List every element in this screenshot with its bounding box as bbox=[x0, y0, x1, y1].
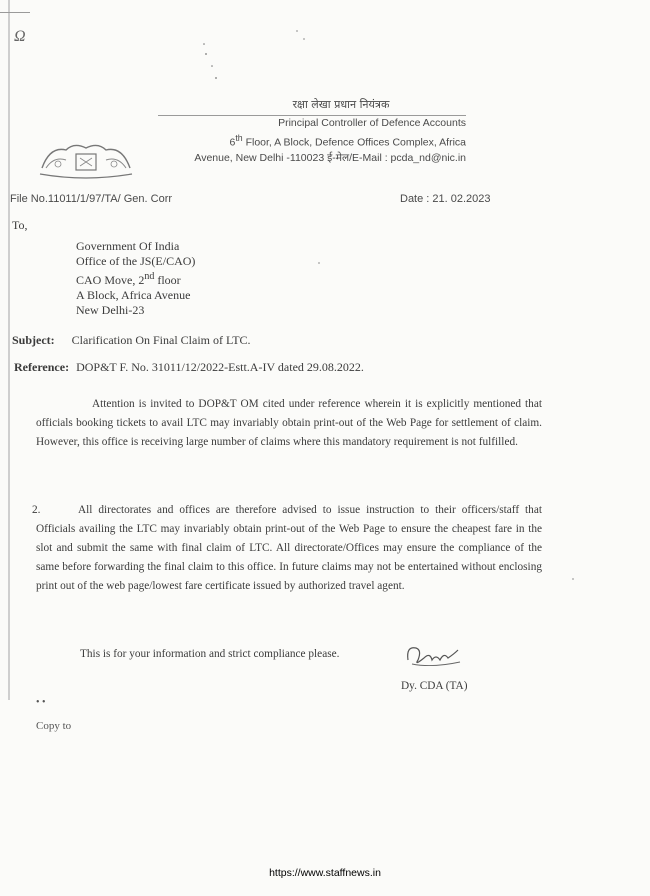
scan-speck bbox=[572, 578, 574, 580]
office-address-line2: Avenue, New Delhi -110023 ई-मेल/E-Mail : pcda_nd@nic.in bbox=[194, 151, 466, 164]
corner-scribble-icon: Ω bbox=[14, 28, 26, 45]
scan-edge-line bbox=[8, 0, 10, 700]
footer-url: https://www.staffnews.in bbox=[269, 867, 381, 879]
addressee-line: New Delhi-23 bbox=[76, 303, 145, 317]
scan-tick-mark bbox=[0, 12, 30, 13]
emblem-logo-icon bbox=[36, 134, 136, 186]
scan-speck bbox=[296, 30, 298, 32]
paragraph-number: 2. bbox=[32, 504, 41, 516]
addressee-block bbox=[76, 239, 195, 318]
subject-text: Clarification On Final Claim of LTC. bbox=[71, 333, 251, 347]
scan-noise-icon: • • bbox=[36, 697, 46, 708]
paragraph-2-text: All directorates and offices are therefore advised to issue instruction to their officers/staff that Officials availing the LTC may invariably obtain print-out of the Web Page to ensure the cheapest fare in the slot and submit the same with final claim of LTC. All directorate/Offices may ensure the compliance of the same before forwarding the final claim to this office. In future claims may not be entertained without enclosing print out of the web page/lowest fare certificate issued by authorized travel agent. bbox=[36, 504, 542, 592]
file-number: File No.11011/1/97/TA/ Gen. Corr bbox=[10, 193, 173, 205]
addressee-line: Government Of India bbox=[76, 239, 180, 253]
paragraph-2 bbox=[32, 501, 542, 596]
paragraph-1: Attention is invited to DOP&T OM cited under reference wherein it is explicitly mentioned that officials booking tickets to avail LTC may invariably obtain print-out of the Web Page for settlement of claim. However, this office is receiving large number of claims where this mandatory requirement is not fulfilled. bbox=[36, 398, 542, 448]
addressee-line: CAO Move, 2nd floor bbox=[76, 271, 181, 287]
letter-date: Date : 21. 02.2023 bbox=[400, 193, 491, 205]
office-name: Principal Controller of Defence Accounts bbox=[278, 117, 466, 129]
addressee-line: Office of the JS(E/CAO) bbox=[76, 254, 196, 268]
subject-line bbox=[12, 333, 251, 348]
subject-label: Subject: bbox=[12, 333, 55, 347]
to-label: To, bbox=[12, 218, 28, 232]
scan-noise-icon bbox=[198, 40, 228, 80]
copy-to-label: Copy to bbox=[36, 720, 72, 732]
scan-speck bbox=[303, 38, 305, 40]
reference-text: DOP&T F. No. 31011/12/2022-Estt.A-IV dated 29.08.2022. bbox=[76, 360, 364, 374]
scan-speck bbox=[318, 262, 320, 264]
reference-line bbox=[14, 360, 364, 375]
letterhead bbox=[136, 97, 466, 166]
closing-line: This is for your information and strict compliance please. bbox=[80, 648, 340, 660]
signature-icon bbox=[402, 638, 464, 672]
designation: Dy. CDA (TA) bbox=[401, 680, 468, 692]
office-address-line1: 6th Floor, A Block, Defence Offices Complex, Africa bbox=[229, 133, 466, 149]
addressee-line: A Block, Africa Avenue bbox=[76, 288, 191, 302]
reference-label: Reference: bbox=[14, 360, 70, 374]
hindi-office-title: रक्षा लेखा प्रधान नियंत्रक bbox=[292, 98, 390, 111]
